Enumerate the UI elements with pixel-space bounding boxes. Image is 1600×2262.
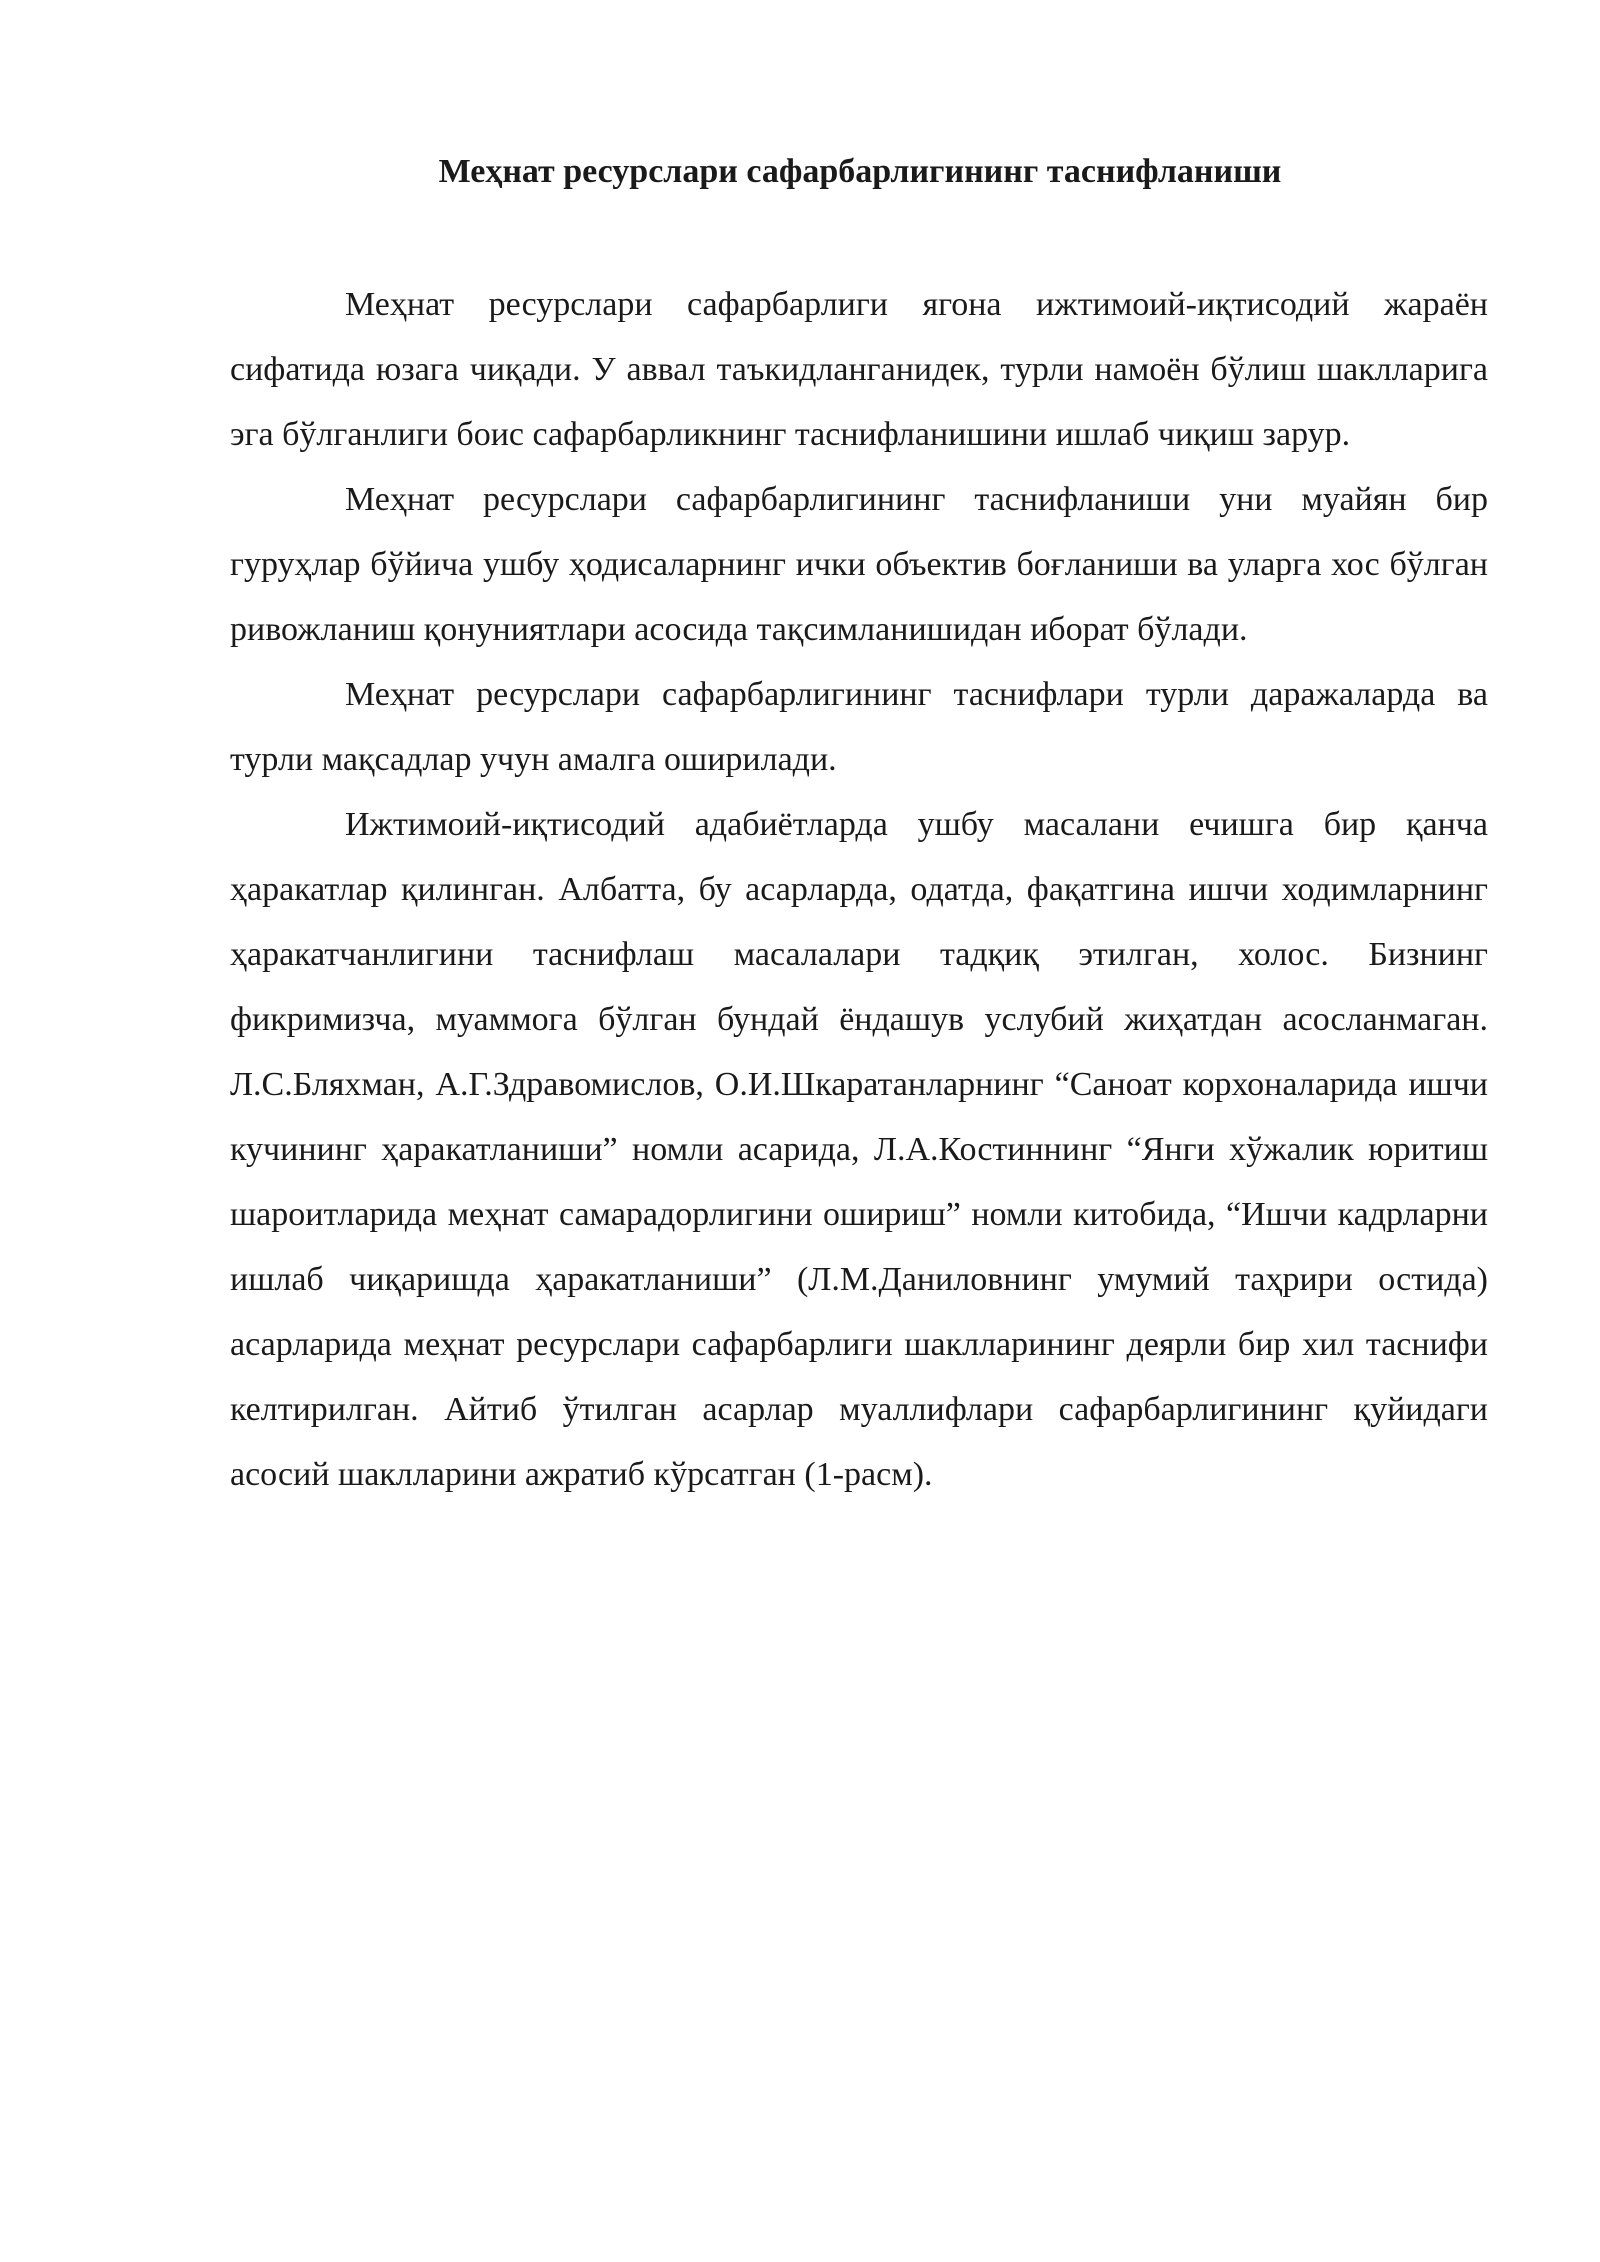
document-title: Меҳнат ресурслари сафарбарлигининг таснифланиши: [438, 153, 1282, 190]
paragraph-2: Меҳнат ресурслари сафарбарлигининг таснифланиши уни муайян бир гуруҳлар бўйича ушбу ҳодисаларнинг ички объектив боғланиши ва уларга хос бўлган ривожланиш қонуниятлари асосида тақсимланишидан иборат бўлади.: [230, 481, 1488, 648]
document-body: [230, 272, 1488, 1507]
paragraph-1: Меҳнат ресурслари сафарбарлиги ягона ижтимоий-иқтисодий жараён сифатида юзага чиқади. У аввал таъкидланганидек, турли намоён бўлиш шаклларига эга бўлганлиги боис сафарбарликнинг таснифланишини ишлаб чиқиш зарур.: [230, 286, 1488, 453]
paragraph-4: Ижтимоий-иқтисодий адабиётларда ушбу масалани ечишга бир қанча ҳаракатлар қилинган. Албатта, бу асарларда, одатда, фақатгина ишчи ходимларнинг ҳаракатчанлигини таснифлаш масалалари тадқиқ этилган, холос. Бизнинг фикримизча, муаммога бўлган бундай ёндашув услубий жиҳатдан асосланмаган. Л.С.Бляхман, А.Г.Здравомислов, О.И.Шкаратанларнинг “Саноат корхоналарида ишчи кучининг ҳаракатланиши” номли асарида, Л.А.Костиннинг “Янги хўжалик юритиш шароитларида меҳнат самарадорлигини ошириш” номли китобида, “Ишчи кадрларни ишлаб чиқаришда ҳаракатланиши” (Л.М.Даниловнинг умумий таҳрири остида) асарларида меҳнат ресурслари сафарбарлиги шаклларининг деярли бир хил таснифи келтирилган. Айтиб ўтилган асарлар муаллифлари сафарбарлигининг қуйидаги асосий шаклларини ажратиб кўрсатган (1-расм).: [230, 806, 1488, 1493]
paragraph-3: Меҳнат ресурслари сафарбарлигининг таснифлари турли даражаларда ва турли мақсадлар учун амалга оширилади.: [230, 676, 1488, 778]
